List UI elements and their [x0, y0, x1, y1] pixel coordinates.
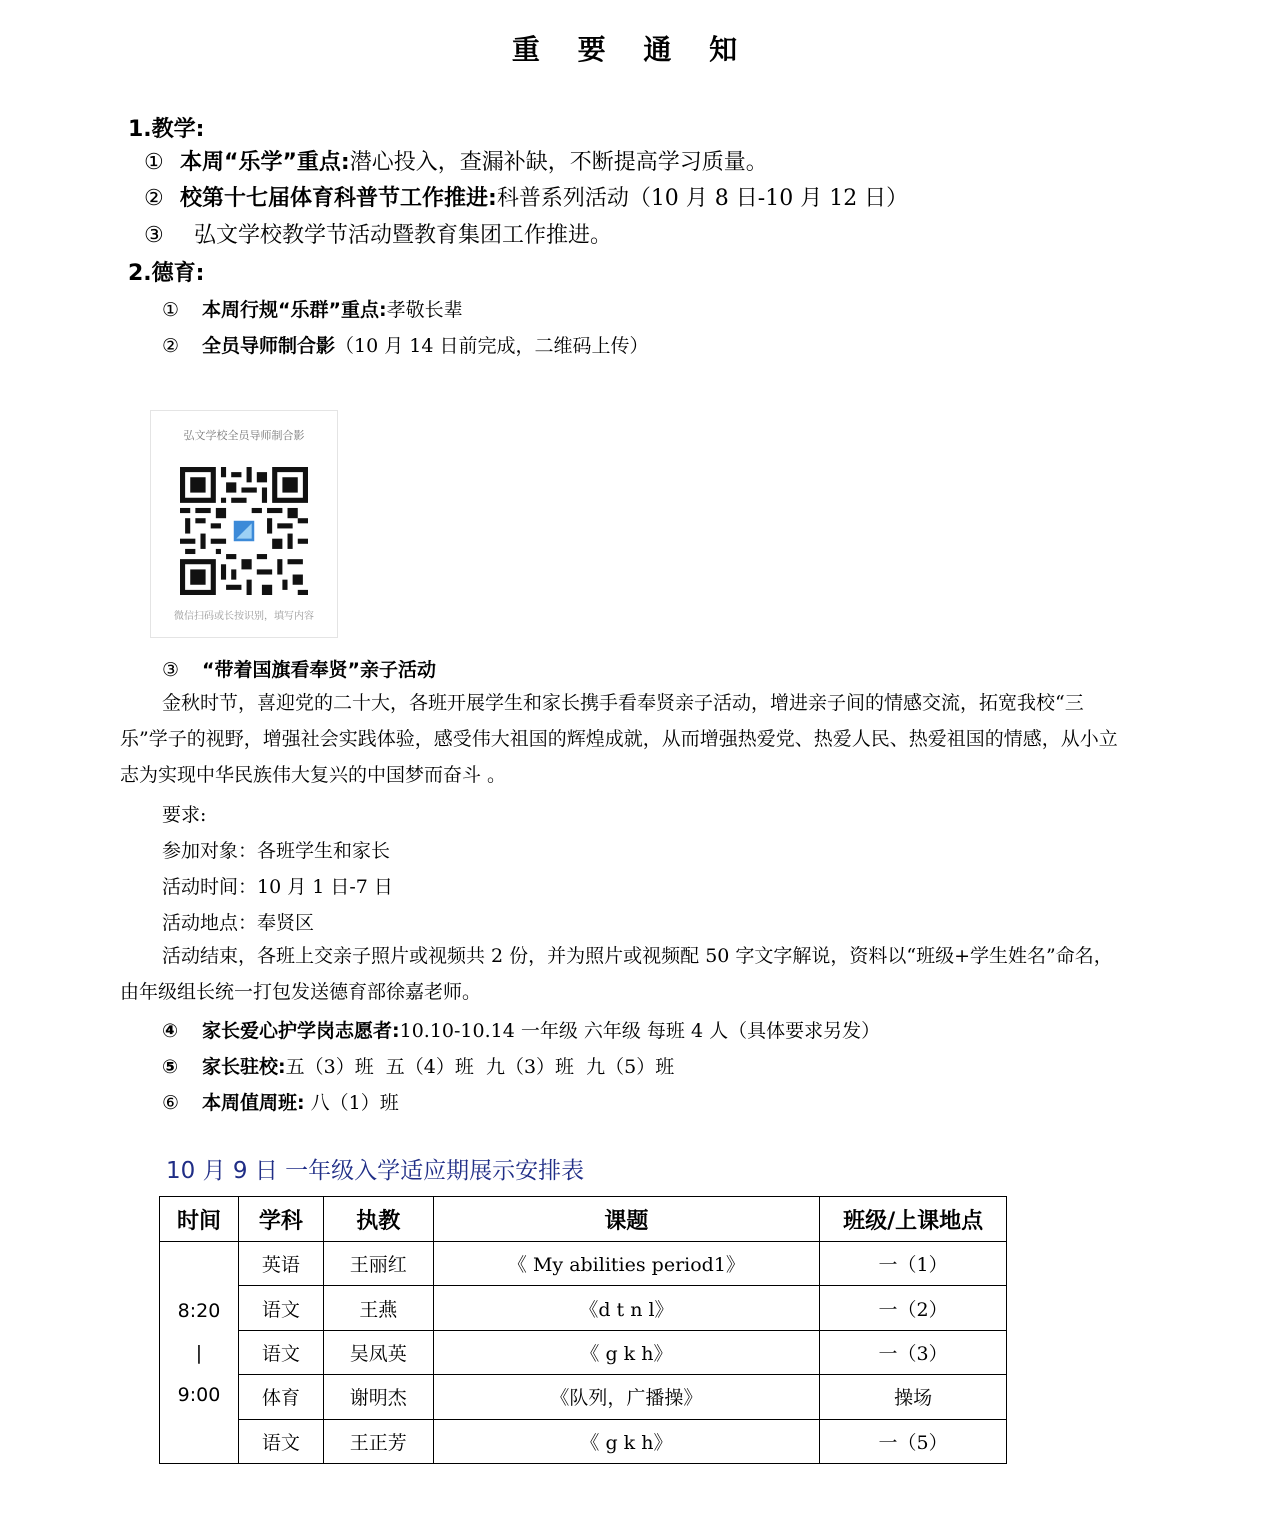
class-location-cell: 一（1）	[820, 1242, 1007, 1286]
topic-cell: 《 g k h》	[433, 1330, 820, 1374]
moral-item-1	[162, 295, 463, 322]
teacher-cell: 王丽红	[323, 1242, 433, 1286]
subject-cell: 语文	[238, 1286, 323, 1330]
teacher-cell: 谢明杰	[323, 1375, 433, 1419]
class-location-cell: 操场	[820, 1375, 1007, 1419]
table-row	[160, 1375, 1007, 1419]
requirement-participants: 参加对象：各班学生和家长	[162, 840, 391, 862]
qr-code-icon	[180, 467, 308, 595]
teacher-cell: 王燕	[323, 1286, 433, 1330]
item-text: 五（3）班 五（4）班 九（3）班 九（5）班	[285, 1056, 675, 1078]
moral-item-6	[162, 1088, 399, 1115]
table-row	[160, 1419, 1007, 1463]
time-separator: |	[195, 1341, 203, 1364]
moral-item-4	[162, 1016, 880, 1043]
subject-cell: 语文	[238, 1330, 323, 1374]
topic-cell: 《d t n l》	[433, 1286, 820, 1330]
table-row	[160, 1330, 1007, 1374]
qr-code-card[interactable]	[150, 410, 338, 638]
item-bold-label: 全员导师制合影	[202, 335, 336, 357]
subject-cell: 英语	[238, 1242, 323, 1286]
item-text: 潜心投入，查漏补缺，不断提高学习质量。	[349, 150, 768, 175]
topic-cell: 《队列，广播操》	[433, 1375, 820, 1419]
item-text: 科普系列活动（10 月 8 日-10 月 12 日）	[496, 186, 909, 211]
class-location-cell: 一（2）	[820, 1286, 1007, 1330]
item-bold-label: “带着国旗看奉贤”亲子活动	[202, 659, 436, 681]
requirements-label: 要求:	[162, 804, 207, 826]
schedule-title: 10 月 9 日 一年级入学适应期展示安排表	[166, 1158, 585, 1184]
item-bold-label: 家长驻校:	[202, 1056, 286, 1078]
table-header-row	[160, 1197, 1007, 1242]
item-bold-label: 校第十七届体育科普节工作推进:	[180, 186, 497, 211]
class-location-cell: 一（3）	[820, 1330, 1007, 1374]
time-end: 9:00	[177, 1383, 221, 1406]
section-moral-heading: 2.德育:	[128, 261, 205, 286]
schedule-table	[159, 1196, 1007, 1464]
item-bold-label: 本周行规“乐群”重点:	[202, 299, 387, 321]
item-number: ①	[144, 150, 164, 175]
activity-intro-paragraph: 金秋时节，喜迎党的二十大，各班开展学生和家长携手看奉贤亲子活动，增进亲子间的情感交流，拓宽我校“三乐”学子的视野，增强社会实践体验，感受伟大祖国的辉煌成就，从而增强热爱党、热爱人民、热爱祖国的情感，从小立志为实现中华民族伟大复兴的中国梦而奋斗 。	[120, 692, 1118, 786]
teaching-item-1	[144, 145, 768, 176]
teaching-item-3	[144, 218, 612, 249]
qr-card-footer: 微信扫码或长按识别，填写内容	[174, 611, 314, 622]
item-number: ①	[162, 299, 180, 321]
item-number: ③	[144, 223, 164, 248]
item-text: 10.10-10.14 一年级 六年级 每班 4 人（具体要求另发）	[399, 1020, 881, 1042]
table-row	[160, 1242, 1007, 1286]
item-bold-label: 本周“乐学”重点:	[180, 150, 350, 175]
item-number: ②	[144, 186, 164, 211]
item-number: ④	[162, 1020, 179, 1042]
moral-item-5	[162, 1052, 674, 1079]
teacher-cell: 吴凤英	[323, 1330, 433, 1374]
column-header: 学科	[238, 1197, 323, 1242]
qr-card-title: 弘文学校全员导师制合影	[183, 429, 305, 442]
item-number: ⑥	[162, 1092, 180, 1114]
requirement-time: 活动时间：10 月 1 日-7 日	[162, 876, 393, 898]
table-row	[160, 1286, 1007, 1330]
time-start: 8:20	[177, 1299, 221, 1322]
teacher-cell: 王正芳	[323, 1419, 433, 1463]
item-text: 弘文学校教学节活动暨教育集团工作推进。	[194, 223, 613, 248]
requirement-submission: 活动结束，各班上交亲子照片或视频共 2 份，并为照片或视频配 50 字文字解说，资料以“班级+学生姓名”命名，由年级组长统一打包发送德育部徐嘉老师。	[120, 945, 1113, 1003]
column-header: 班级/上课地点	[820, 1197, 1007, 1242]
item-bold-label: 家长爱心护学岗志愿者:	[202, 1020, 400, 1042]
topic-cell: 《 My abilities period1》	[433, 1242, 820, 1286]
topic-cell: 《 g k h》	[433, 1419, 820, 1463]
column-header: 执教	[323, 1197, 433, 1242]
item-number: ③	[162, 659, 180, 681]
moral-item-3	[162, 655, 436, 682]
item-number: ⑤	[162, 1056, 179, 1078]
item-text: （10 月 14 日前完成，二维码上传）	[335, 335, 649, 357]
section-teaching-heading: 1.教学:	[128, 117, 205, 142]
item-text: 八（1）班	[304, 1092, 399, 1114]
teaching-item-2	[144, 181, 908, 212]
requirement-place: 活动地点：奉贤区	[162, 912, 315, 934]
item-text: 孝敬长辈	[386, 299, 463, 321]
time-cell	[160, 1242, 239, 1464]
column-header: 时间	[160, 1197, 239, 1242]
class-location-cell: 一（5）	[820, 1419, 1007, 1463]
subject-cell: 体育	[238, 1375, 323, 1419]
item-number: ②	[162, 335, 180, 357]
moral-item-2	[162, 331, 649, 358]
column-header: 课题	[433, 1197, 820, 1242]
subject-cell: 语文	[238, 1419, 323, 1463]
item-bold-label: 本周值周班:	[202, 1092, 305, 1114]
page-title: 重 要 通 知	[511, 33, 752, 66]
